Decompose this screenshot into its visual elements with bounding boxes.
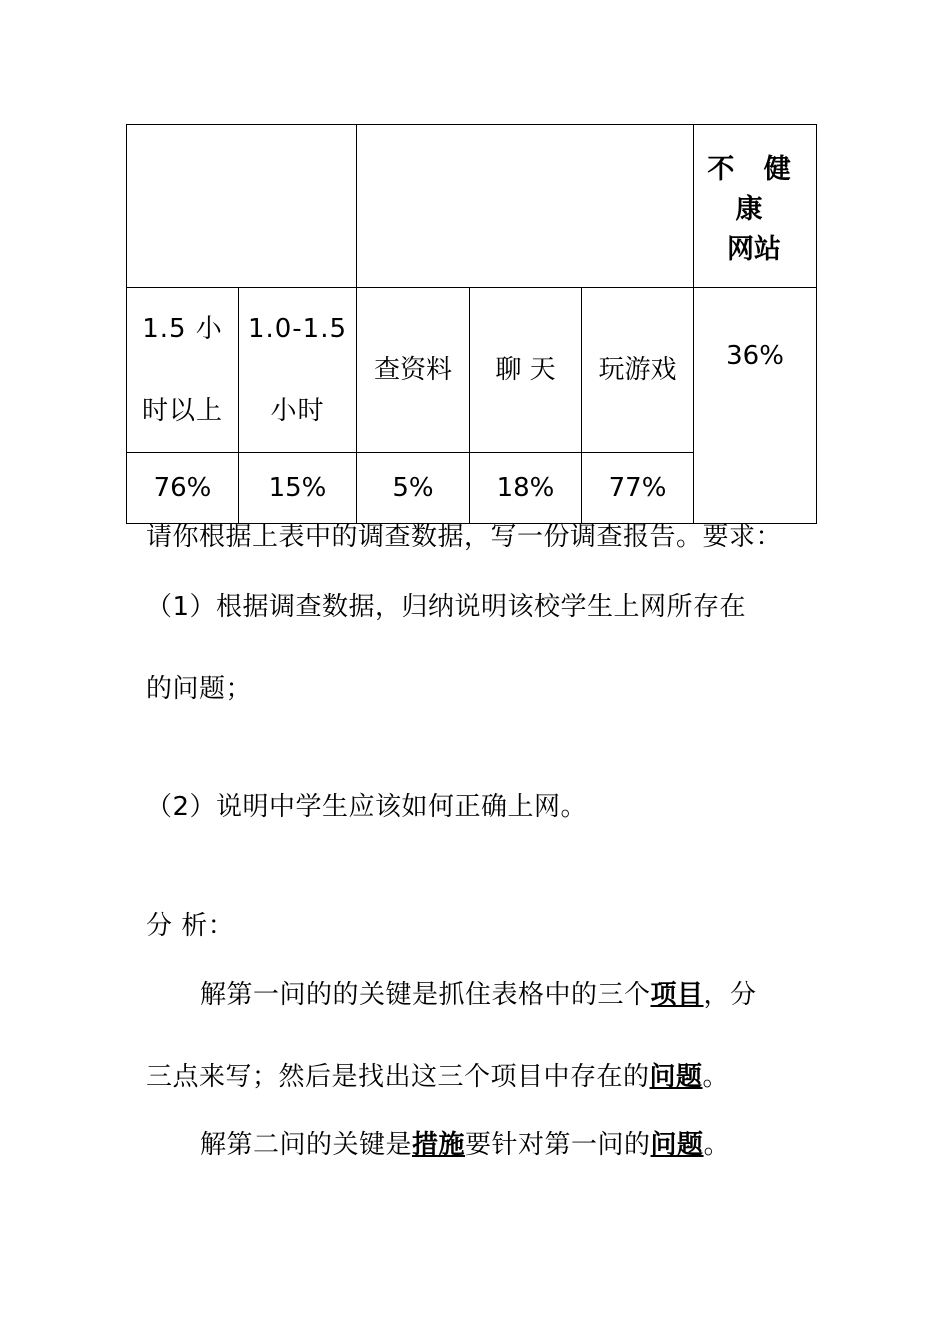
label-research: 查资料 [357, 288, 470, 453]
instruction-text: 请你根据上表中的调查数据，写一份调查报告。要求： [146, 522, 783, 552]
p2-text-a: 三点来写；然后是找出这三个项目中存在的 [146, 1062, 650, 1092]
value-1-0-to-1-5-hours: 15% [239, 453, 357, 524]
p3-text-c: 要针对第一问的 [465, 1130, 651, 1160]
label-1-0-to-1-5-hours [239, 288, 357, 453]
analysis-paragraph-1-cont [146, 1056, 729, 1093]
p3-text-a: 解第二问的关键是 [200, 1130, 413, 1160]
analysis-paragraph-2 [200, 1124, 730, 1161]
label-over-1-5-hours [127, 288, 239, 453]
p1-text-a: 解第一问的的关键是抓住表格中的三个 [200, 980, 651, 1010]
label-c2-line1: 1.0-1.5 [247, 314, 348, 344]
p2-keyword-problems: 问题 [649, 1062, 703, 1092]
survey-table [126, 124, 817, 524]
requirement-1-line1: （1）根据调查数据，归纳说明该校学生上网所存在 [146, 592, 747, 622]
header-empty-cell-1 [127, 125, 357, 288]
value-unhealthy-sites: 36% [694, 288, 817, 524]
value-over-1-5-hours: 76% [127, 453, 239, 524]
p3-text-e: 。 [703, 1130, 731, 1160]
header-unhealthy-line1: 不 健 康 [707, 154, 801, 225]
label-c1-line1: 1.5 小 [142, 314, 223, 344]
header-unhealthy-line2: 网站 [727, 234, 782, 265]
table-header-row [127, 125, 817, 288]
p1-keyword-items: 项目 [650, 980, 704, 1010]
requirement-1-line2: 的问题； [146, 674, 253, 704]
header-empty-cell-2 [357, 125, 694, 288]
label-c1-line2: 时以上 [141, 396, 223, 426]
p3-keyword-measures: 措施 [412, 1130, 466, 1160]
label-c2-line2: 小时 [270, 396, 325, 426]
p3-keyword-problems: 问题 [650, 1130, 704, 1160]
header-unhealthy-sites [694, 125, 817, 288]
value-research: 5% [357, 453, 470, 524]
label-chat: 聊 天 [470, 288, 582, 453]
value-games: 77% [582, 453, 694, 524]
label-games: 玩游戏 [582, 288, 694, 453]
p1-text-c: ，分 [703, 980, 757, 1010]
p2-text-c: 。 [702, 1062, 730, 1092]
analysis-title: 分 析： [146, 911, 235, 941]
analysis-paragraph-1 [200, 974, 757, 1011]
value-chat: 18% [470, 453, 582, 524]
table-label-row [127, 288, 817, 453]
requirement-2: （2）说明中学生应该如何正确上网。 [146, 792, 588, 822]
